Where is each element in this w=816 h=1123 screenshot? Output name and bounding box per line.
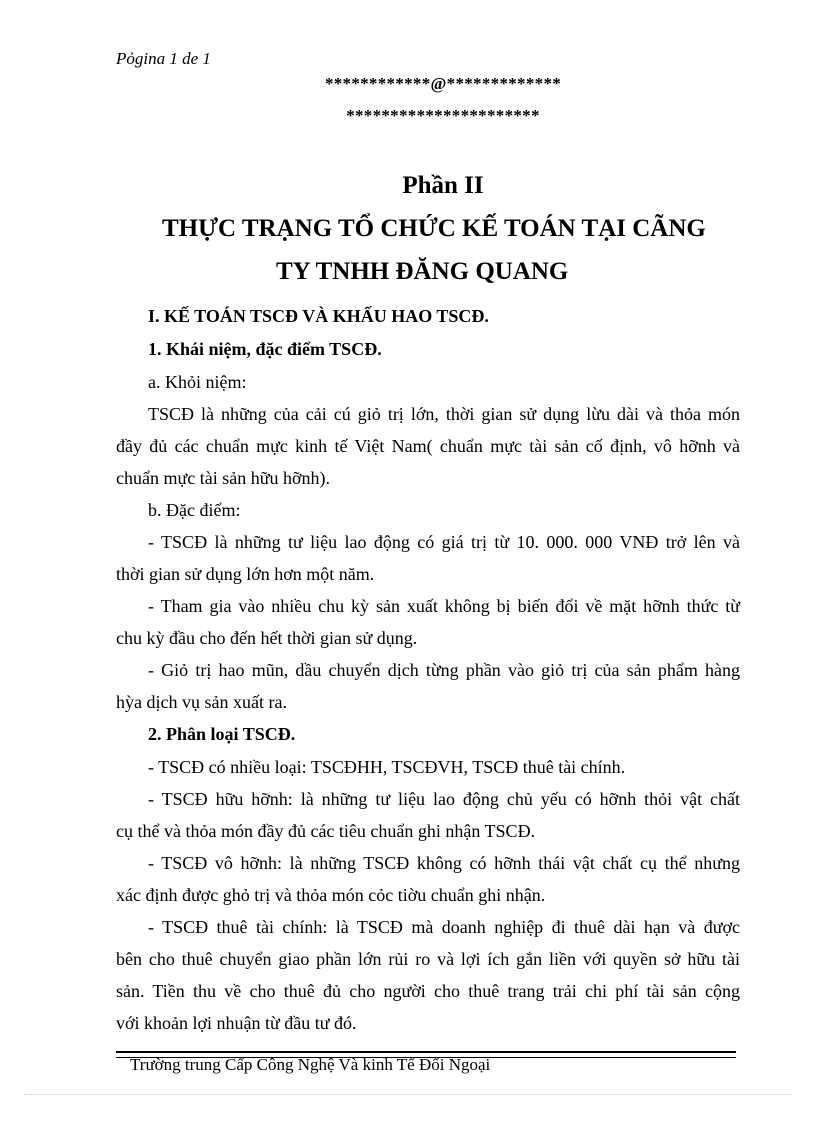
paragraph-line: - TSCĐ hữu hỡnh: là những tư liệu lao động chủ yếu có hỡnh thỏi vật chất [148,789,740,809]
chapter-title-line-2: TY TNHH ĐĂNG QUANG [276,258,569,285]
paragraph-line: - Giỏ trị hao mũn, dầu chuyển dịch từng phần vào giỏ trị của sản phẩm hàng [148,660,740,680]
paragraph-line: cụ thể và thỏa món đầy đủ các tiêu chuẩn ghi nhận TSCĐ. [116,821,536,841]
item-label: b. Đặc điểm: [148,500,241,520]
subsection-heading: 1. Khái niệm, đặc điểm TSCĐ. [148,339,382,359]
paragraph-line: sản. Tiền thu về cho thuê đủ cho người cho thuê trang trải chi phí tài sản cộng [116,981,740,1001]
item-label: a. Khỏi niệm: [148,372,247,392]
paragraph-line: TSCĐ là những của cải cú giỏ trị lớn, thời gian sử dụng lừu dài và thỏa món [148,404,740,424]
paragraph-line: hỳa dịch vụ sản xuất ra. [116,692,287,712]
chapter-title-line-1: THỰC TRẠNG TỔ CHỨC KẾ TOÁN TẠI CÃNG [162,215,706,242]
part-heading: Phần II [402,172,484,199]
subsection-heading: 2. Phân loại TSCĐ. [148,724,296,744]
paragraph-line: chu kỳ đầu cho đến hết thời gian sử dụng. [116,628,418,648]
paragraph-line: xác định được ghỏ trị và thỏa món cỏc tiờu chuẩn ghi nhận. [116,885,546,905]
page-number: Pỏgina 1 de 1 [116,49,211,68]
paragraph-line: - TSCĐ vô hỡnh: là những TSCĐ không có hỡnh thái vật chất cụ thể nhưng [148,853,740,873]
paragraph-line: - TSCĐ là những tư liệu lao động có giá trị từ 10. 000. 000 VNĐ trở lên và [148,532,740,552]
paragraph-line: thời gian sử dụng lớn hơn một năm. [116,564,375,584]
paragraph-line: - TSCĐ thuê tài chính: là TSCĐ mà doanh nghiệp đi thuê dài hạn và được [148,917,740,937]
paragraph-line: - Tham gia vào nhiều chu kỳ sản xuất không bị biến đổi về mặt hỡnh thức từ [148,596,740,616]
paragraph-line: với khoản lợi nhuận từ đầu tư đó. [116,1013,357,1033]
page-bottom-divider [24,1094,792,1095]
paragraph-line: chuẩn mực tài sản hữu hỡnh). [116,468,330,488]
paragraph-line: - TSCĐ có nhiều loại: TSCĐHH, TSCĐVH, TSCĐ thuê tài chính. [148,757,626,777]
paragraph-line: đầy đủ các chuẩn mực kinh tế Việt Nam( chuẩn mực tài sản cố định, vô hỡnh và [116,436,740,456]
paragraph-line: bên cho thuê chuyển giao phần lớn rủi ro và lợi ích gắn liền với quyền sở hữu tài [116,949,740,969]
decorative-stars-line-1: ************@************* [324,74,562,93]
decorative-stars-line-2: ********************** [346,106,540,125]
section-heading: I. KẾ TOÁN TSCĐ VÀ KHẤU HAO TSCĐ. [148,306,489,326]
footer-school-name: Trường trung Cấp Công Nghệ Và kinh Tế Đối Ngoại [130,1055,491,1074]
